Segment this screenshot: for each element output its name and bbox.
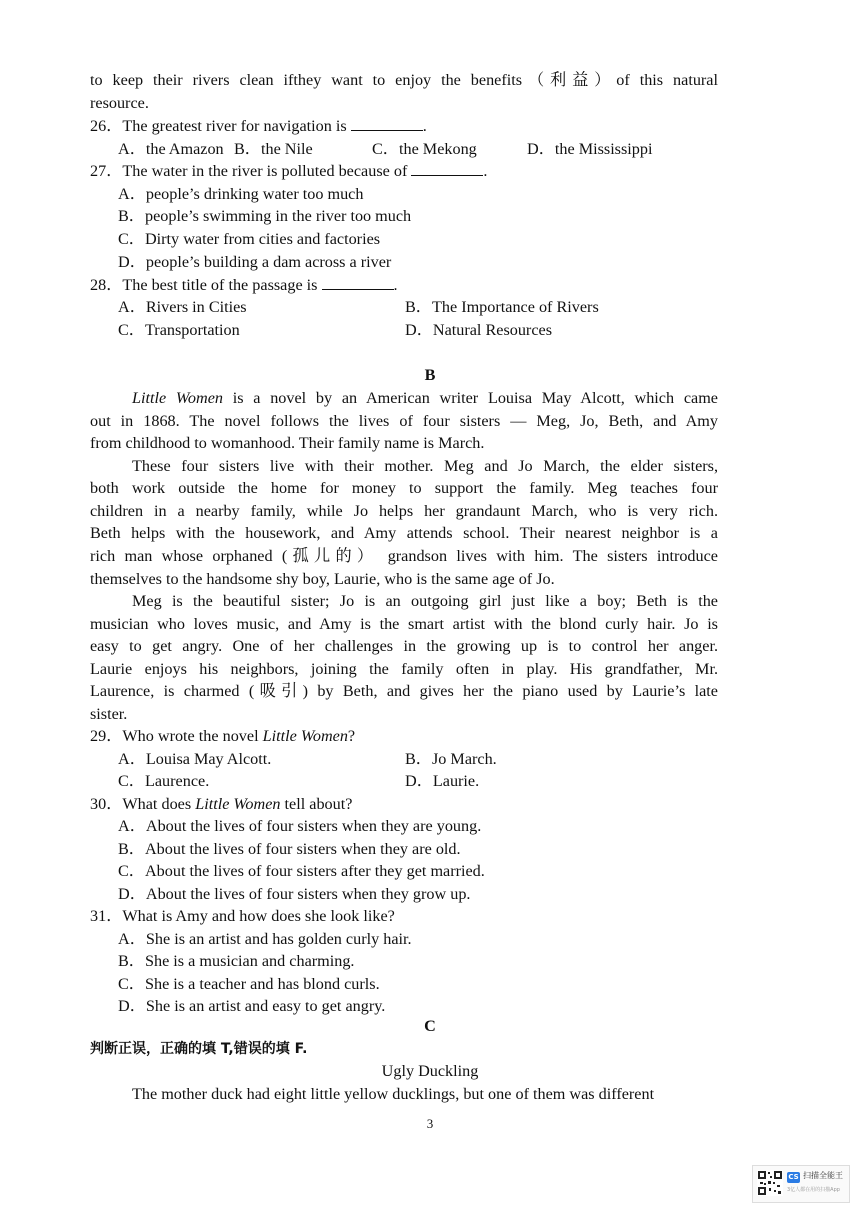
question-26: 26．The greatest river for navigation is . — [90, 117, 427, 135]
passage-a-line: to keep their rivers clean ifthey want to enjoy the benefits（利益）of this natural — [90, 71, 718, 89]
option: C．About the lives of four sisters after they get married. — [118, 862, 485, 880]
scanner-watermark — [752, 1165, 850, 1203]
book-title: Little Women — [132, 389, 223, 407]
story-title: Ugly Duckling — [381, 1062, 479, 1080]
question-stem: 30．What does — [90, 795, 196, 813]
question-28: 28．The best title of the passage is . — [90, 276, 398, 294]
question-stem-end: tell about? — [280, 795, 353, 813]
answer-blank — [322, 275, 394, 290]
passage-b-line: Meg is the beautiful sister; Jo is an outgoing girl just like a boy; Beth is the — [132, 592, 718, 610]
book-title: Little Women — [195, 795, 281, 813]
option: A．people’s drinking water too much — [118, 185, 364, 203]
answer-blank — [351, 116, 423, 131]
option: C．Dirty water from cities and factories — [118, 230, 381, 248]
question-29 — [90, 726, 355, 746]
question-stem: 28．The best title of the passage is — [90, 276, 318, 294]
option: C．Laurence. — [118, 772, 210, 790]
passage-b-line: out in 1868. The novel follows the lives of four sisters — Meg, Jo, Beth, and Amy — [90, 412, 718, 430]
passage-a-line: resource. — [90, 94, 149, 112]
option: B．the Nile — [234, 140, 313, 158]
option: A．She is an artist and has golden curly hair. — [118, 930, 412, 948]
passage-b-line: These four sisters live with their mother. Meg and Jo March, the elder sisters, — [132, 457, 718, 475]
option: B．Jo March. — [405, 750, 497, 768]
section-heading: B — [424, 366, 436, 384]
passage-b-line — [132, 388, 718, 408]
option: B．people’s swimming in the river too much — [118, 207, 412, 225]
passage-b-line: rich man whose orphaned (孤儿的） grandson lives with him. The sisters introduce — [90, 547, 718, 565]
qr-code-icon — [757, 1170, 783, 1196]
option: A．Rivers in Cities — [118, 298, 247, 316]
option: A．the Amazon — [118, 140, 224, 158]
passage-b-line: themselves to the handsome shy boy, Laurie, who is the same age of Jo. — [90, 570, 555, 588]
passage-b-text: is a novel by an American writer Louisa May Alcott, which came — [222, 389, 718, 407]
question-31: 31．What is Amy and how does she look like? — [90, 907, 395, 925]
camscanner-logo: CS — [788, 1173, 799, 1181]
option: C．She is a teacher and has blond curls. — [118, 975, 380, 993]
option: A．About the lives of four sisters when they are young. — [118, 817, 482, 835]
passage-b-line: Laurence, is charmed (吸引) by Beth, and gives her the piano used by Laurie’s late — [90, 682, 718, 700]
passage-b-line: from childhood to womanhood. Their family name is March. — [90, 434, 485, 452]
section-instruction: 判断正误，正确的填 T,错误的填 F. — [90, 1041, 308, 1057]
question-stem: 29．Who wrote the novel — [90, 727, 263, 745]
option: D．She is an artist and easy to get angry. — [118, 997, 386, 1015]
option: B．The Importance of Rivers — [405, 298, 599, 316]
section-heading: C — [424, 1017, 436, 1035]
option: D．people’s building a dam across a river — [118, 253, 392, 271]
answer-blank — [411, 161, 483, 176]
scanner-tagline: 3亿人都在用的扫描App — [787, 1187, 840, 1193]
option: D．About the lives of four sisters when they grow up. — [118, 885, 471, 903]
option: D．Natural Resources — [405, 321, 552, 339]
scanner-name: 扫描全能王 — [803, 1171, 843, 1180]
option: A．Louisa May Alcott. — [118, 750, 272, 768]
option: C．the Mekong — [372, 140, 477, 158]
page-number: 3 — [426, 1116, 434, 1131]
passage-b-line: sister. — [90, 705, 128, 723]
book-title: Little Women — [262, 727, 348, 745]
option: B．About the lives of four sisters when they are old. — [118, 840, 461, 858]
passage-b-line: musician who loves music, and Amy is the smart artist with the blond curly hair. Jo is — [90, 615, 718, 633]
passage-b-line: both work outside the home for money to support the family. Meg teaches four — [90, 479, 718, 497]
passage-b-line: children in a nearby family, while Jo helps her grandaunt March, who is very rich. — [90, 502, 718, 520]
option: D．Laurie. — [405, 772, 480, 790]
question-stem-end: ? — [347, 727, 356, 745]
passage-b-line: Laurie enjoys his neighbors, joining the family often in play. His grandfather, Mr. — [90, 660, 718, 678]
question-stem: 26．The greatest river for navigation is — [90, 117, 347, 135]
option: C．Transportation — [118, 321, 240, 339]
option: B．She is a musician and charming. — [118, 952, 355, 970]
question-27: 27．The water in the river is polluted because of . — [90, 162, 488, 180]
passage-b-line: Beth helps with the housework, and Amy attends school. Their nearest neighbor is a — [90, 524, 718, 542]
option: D．the Mississippi — [527, 140, 653, 158]
question-30 — [90, 794, 352, 814]
passage-c-line: The mother duck had eight little yellow ducklings, but one of them was different — [132, 1085, 655, 1103]
passage-b-line: easy to get angry. One of her challenges in the growing up is to control her anger. — [90, 637, 718, 655]
question-stem: 27．The water in the river is polluted because of — [90, 162, 408, 180]
